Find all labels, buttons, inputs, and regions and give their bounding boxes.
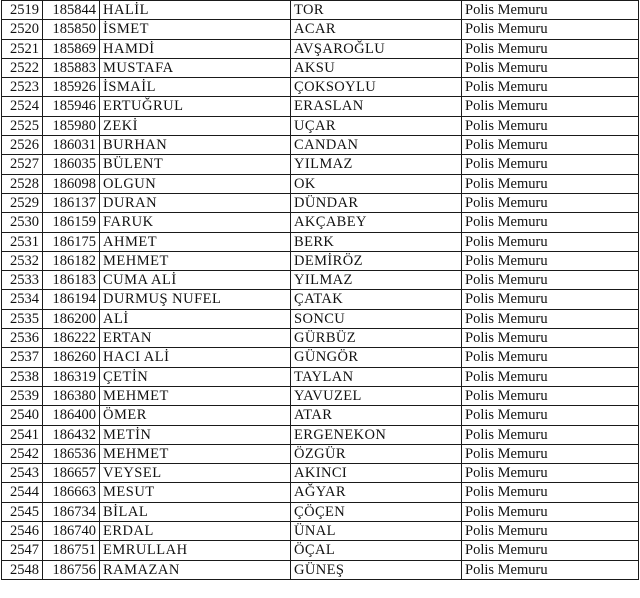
surname-cell: CANDAN	[291, 136, 462, 155]
title-cell: Polis Memuru	[462, 155, 639, 174]
first-name-cell: ÖMER	[100, 406, 291, 425]
personnel-table-body	[2, 1, 639, 580]
title-cell: Polis Memuru	[462, 348, 639, 367]
surname-cell: ÇÖÇEN	[291, 502, 462, 521]
first-name-cell: İSMET	[100, 20, 291, 39]
row-number-cell: 2543	[2, 464, 43, 483]
table-row	[2, 251, 639, 270]
registry-number-cell: 186182	[43, 251, 100, 270]
surname-cell: ATAR	[291, 406, 462, 425]
title-cell: Polis Memuru	[462, 444, 639, 463]
first-name-cell: MEHMET	[100, 251, 291, 270]
title-cell: Polis Memuru	[462, 193, 639, 212]
surname-cell: YILMAZ	[291, 155, 462, 174]
table-row	[2, 348, 639, 367]
row-number-cell: 2535	[2, 309, 43, 328]
first-name-cell: AHMET	[100, 232, 291, 251]
title-cell: Polis Memuru	[462, 406, 639, 425]
first-name-cell: ERDAL	[100, 522, 291, 541]
title-cell: Polis Memuru	[462, 251, 639, 270]
first-name-cell: FARUK	[100, 213, 291, 232]
row-number-cell: 2548	[2, 560, 43, 579]
first-name-cell: ERTAN	[100, 329, 291, 348]
first-name-cell: DURMUŞ NUFEL	[100, 290, 291, 309]
registry-number-cell: 186137	[43, 193, 100, 212]
registry-number-cell: 186200	[43, 309, 100, 328]
surname-cell: BERK	[291, 232, 462, 251]
title-cell: Polis Memuru	[462, 271, 639, 290]
title-cell: Polis Memuru	[462, 560, 639, 579]
table-row	[2, 1, 639, 20]
registry-number-cell: 186400	[43, 406, 100, 425]
table-row	[2, 271, 639, 290]
table-row	[2, 386, 639, 405]
table-row	[2, 406, 639, 425]
table-row	[2, 444, 639, 463]
surname-cell: UÇAR	[291, 116, 462, 135]
row-number-cell: 2523	[2, 78, 43, 97]
first-name-cell: ALİ	[100, 309, 291, 328]
table-row	[2, 560, 639, 579]
surname-cell: AKÇABEY	[291, 213, 462, 232]
surname-cell: YILMAZ	[291, 271, 462, 290]
first-name-cell: RAMAZAN	[100, 560, 291, 579]
first-name-cell: CUMA ALİ	[100, 271, 291, 290]
surname-cell: ÖZGÜR	[291, 444, 462, 463]
surname-cell: SONCU	[291, 309, 462, 328]
table-row	[2, 155, 639, 174]
table-row	[2, 116, 639, 135]
row-number-cell: 2532	[2, 251, 43, 270]
table-row	[2, 541, 639, 560]
registry-number-cell: 186432	[43, 425, 100, 444]
row-number-cell: 2546	[2, 522, 43, 541]
row-number-cell: 2522	[2, 58, 43, 77]
title-cell: Polis Memuru	[462, 329, 639, 348]
row-number-cell: 2521	[2, 39, 43, 58]
table-row	[2, 290, 639, 309]
row-number-cell: 2536	[2, 329, 43, 348]
registry-number-cell: 186663	[43, 483, 100, 502]
title-cell: Polis Memuru	[462, 97, 639, 116]
surname-cell: OK	[291, 174, 462, 193]
title-cell: Polis Memuru	[462, 425, 639, 444]
registry-number-cell: 185869	[43, 39, 100, 58]
first-name-cell: BÜLENT	[100, 155, 291, 174]
row-number-cell: 2527	[2, 155, 43, 174]
registry-number-cell: 186175	[43, 232, 100, 251]
registry-number-cell: 186159	[43, 213, 100, 232]
table-row	[2, 483, 639, 502]
first-name-cell: ERTUĞRUL	[100, 97, 291, 116]
table-row	[2, 20, 639, 39]
registry-number-cell: 186380	[43, 386, 100, 405]
title-cell: Polis Memuru	[462, 174, 639, 193]
surname-cell: ACAR	[291, 20, 462, 39]
surname-cell: GÜNEŞ	[291, 560, 462, 579]
first-name-cell: BURHAN	[100, 136, 291, 155]
surname-cell: GÜNGÖR	[291, 348, 462, 367]
title-cell: Polis Memuru	[462, 502, 639, 521]
registry-number-cell: 186756	[43, 560, 100, 579]
table-row	[2, 464, 639, 483]
table-row	[2, 502, 639, 521]
first-name-cell: MESUT	[100, 483, 291, 502]
row-number-cell: 2538	[2, 367, 43, 386]
row-number-cell: 2544	[2, 483, 43, 502]
registry-number-cell: 186098	[43, 174, 100, 193]
surname-cell: ÖÇAL	[291, 541, 462, 560]
first-name-cell: HACI ALİ	[100, 348, 291, 367]
table-row	[2, 58, 639, 77]
surname-cell: AKSU	[291, 58, 462, 77]
row-number-cell: 2537	[2, 348, 43, 367]
registry-number-cell: 185926	[43, 78, 100, 97]
first-name-cell: DURAN	[100, 193, 291, 212]
table-row	[2, 174, 639, 193]
title-cell: Polis Memuru	[462, 1, 639, 20]
row-number-cell: 2525	[2, 116, 43, 135]
title-cell: Polis Memuru	[462, 464, 639, 483]
first-name-cell: ZEKİ	[100, 116, 291, 135]
row-number-cell: 2519	[2, 1, 43, 20]
first-name-cell: MEHMET	[100, 444, 291, 463]
row-number-cell: 2533	[2, 271, 43, 290]
registry-number-cell: 186319	[43, 367, 100, 386]
table-row	[2, 367, 639, 386]
first-name-cell: MEHMET	[100, 386, 291, 405]
row-number-cell: 2547	[2, 541, 43, 560]
title-cell: Polis Memuru	[462, 116, 639, 135]
table-row	[2, 78, 639, 97]
table-row	[2, 309, 639, 328]
title-cell: Polis Memuru	[462, 367, 639, 386]
row-number-cell: 2542	[2, 444, 43, 463]
row-number-cell: 2530	[2, 213, 43, 232]
table-row	[2, 522, 639, 541]
title-cell: Polis Memuru	[462, 541, 639, 560]
row-number-cell: 2540	[2, 406, 43, 425]
row-number-cell: 2520	[2, 20, 43, 39]
surname-cell: ERASLAN	[291, 97, 462, 116]
first-name-cell: ÇETİN	[100, 367, 291, 386]
first-name-cell: HAMDİ	[100, 39, 291, 58]
registry-number-cell: 186657	[43, 464, 100, 483]
title-cell: Polis Memuru	[462, 136, 639, 155]
table-row	[2, 39, 639, 58]
first-name-cell: VEYSEL	[100, 464, 291, 483]
title-cell: Polis Memuru	[462, 309, 639, 328]
row-number-cell: 2539	[2, 386, 43, 405]
row-number-cell: 2526	[2, 136, 43, 155]
registry-number-cell: 186031	[43, 136, 100, 155]
surname-cell: ÜNAL	[291, 522, 462, 541]
surname-cell: ÇATAK	[291, 290, 462, 309]
first-name-cell: HALİL	[100, 1, 291, 20]
title-cell: Polis Memuru	[462, 58, 639, 77]
title-cell: Polis Memuru	[462, 386, 639, 405]
registry-number-cell: 186740	[43, 522, 100, 541]
surname-cell: TOR	[291, 1, 462, 20]
row-number-cell: 2531	[2, 232, 43, 251]
table-row	[2, 232, 639, 251]
row-number-cell: 2524	[2, 97, 43, 116]
title-cell: Polis Memuru	[462, 290, 639, 309]
surname-cell: AĞYAR	[291, 483, 462, 502]
surname-cell: ÇOKSOYLU	[291, 78, 462, 97]
first-name-cell: BİLAL	[100, 502, 291, 521]
registry-number-cell: 185946	[43, 97, 100, 116]
row-number-cell: 2529	[2, 193, 43, 212]
registry-number-cell: 185850	[43, 20, 100, 39]
title-cell: Polis Memuru	[462, 213, 639, 232]
surname-cell: ERGENEKON	[291, 425, 462, 444]
surname-cell: DÜNDAR	[291, 193, 462, 212]
personnel-table	[1, 0, 639, 580]
surname-cell: AVŞAROĞLU	[291, 39, 462, 58]
registry-number-cell: 186035	[43, 155, 100, 174]
registry-number-cell: 185844	[43, 1, 100, 20]
registry-number-cell: 186222	[43, 329, 100, 348]
title-cell: Polis Memuru	[462, 78, 639, 97]
row-number-cell: 2541	[2, 425, 43, 444]
title-cell: Polis Memuru	[462, 39, 639, 58]
registry-number-cell: 186260	[43, 348, 100, 367]
registry-number-cell: 185883	[43, 58, 100, 77]
table-row	[2, 136, 639, 155]
surname-cell: AKINCI	[291, 464, 462, 483]
registry-number-cell: 186734	[43, 502, 100, 521]
title-cell: Polis Memuru	[462, 20, 639, 39]
table-row	[2, 97, 639, 116]
registry-number-cell: 186194	[43, 290, 100, 309]
first-name-cell: EMRULLAH	[100, 541, 291, 560]
first-name-cell: İSMAİL	[100, 78, 291, 97]
registry-number-cell: 186183	[43, 271, 100, 290]
title-cell: Polis Memuru	[462, 483, 639, 502]
row-number-cell: 2545	[2, 502, 43, 521]
first-name-cell: MUSTAFA	[100, 58, 291, 77]
title-cell: Polis Memuru	[462, 232, 639, 251]
table-row	[2, 425, 639, 444]
surname-cell: YAVUZEL	[291, 386, 462, 405]
first-name-cell: METİN	[100, 425, 291, 444]
registry-number-cell: 185980	[43, 116, 100, 135]
row-number-cell: 2534	[2, 290, 43, 309]
first-name-cell: OLGUN	[100, 174, 291, 193]
title-cell: Polis Memuru	[462, 522, 639, 541]
table-row	[2, 193, 639, 212]
surname-cell: DEMİRÖZ	[291, 251, 462, 270]
registry-number-cell: 186536	[43, 444, 100, 463]
registry-number-cell: 186751	[43, 541, 100, 560]
table-row	[2, 329, 639, 348]
surname-cell: TAYLAN	[291, 367, 462, 386]
surname-cell: GÜRBÜZ	[291, 329, 462, 348]
row-number-cell: 2528	[2, 174, 43, 193]
table-row	[2, 213, 639, 232]
